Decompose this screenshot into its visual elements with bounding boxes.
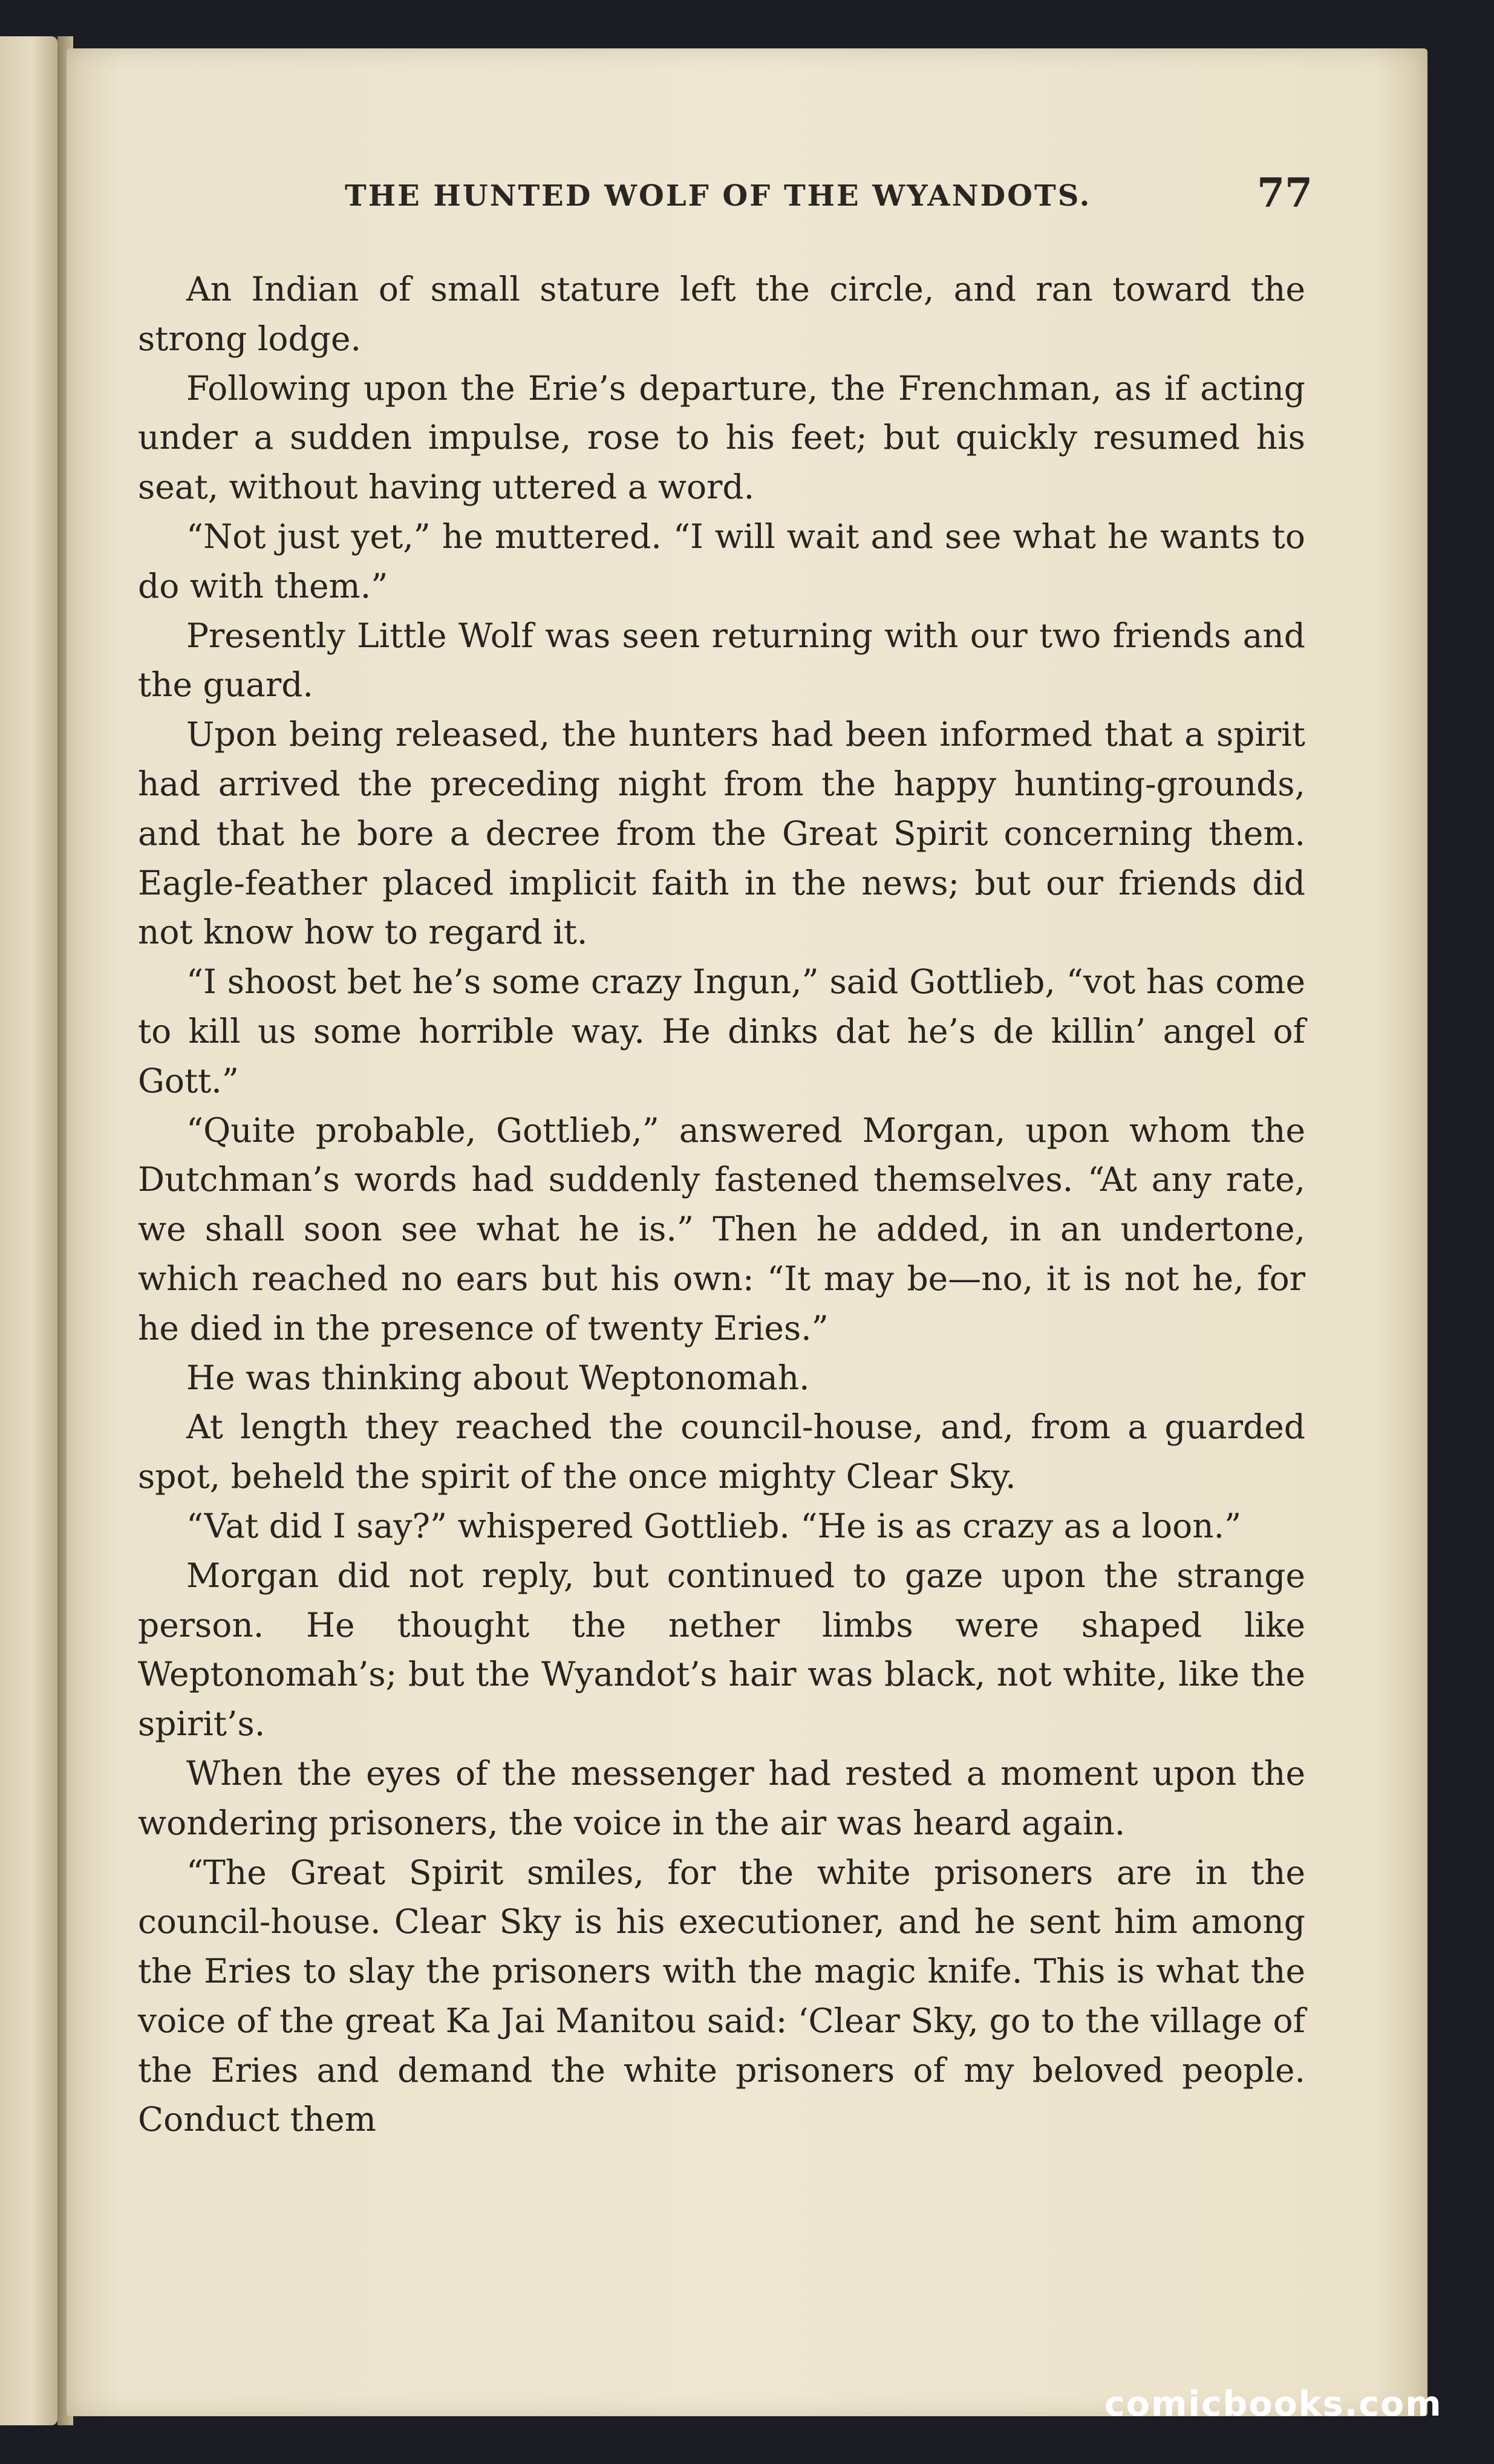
body-text (138, 265, 1305, 2145)
paragraph-9: At length they reached the council-house, and, from a guarded spot, beheld the spirit of the once mighty Clear Sky. (138, 1407, 1305, 1496)
page-number: 77 (1257, 169, 1313, 217)
paragraph-13: “The Great Spirit smiles, for the white prisoners are in the council-house. Clear Sky is his executioner, and he sent him among the Eries to slay the prisoners with the magic knife. This is what the voice of the great Ka Jai Manitou said: ‘Clear Sky, go to the village of the Eries and demand the white prisoners of my beloved people. Conduct them (138, 1853, 1305, 2139)
paragraph-3: “Not just yet,” he muttered. “I will wait and see what he wants to do with them.” (138, 517, 1305, 605)
paragraph-1: An Indian of small stature left the circle, and ran toward the strong lodge. (138, 270, 1305, 358)
paragraph-6: “I shoost bet he’s some crazy Ingun,” said Gottlieb, “vot has come to kill us some horrible way. He dinks dat he’s de killin’ angel of Gott.” (138, 962, 1305, 1100)
watermark-text: comicbooks.com (1104, 2384, 1443, 2424)
page-header (345, 169, 1313, 231)
paragraph-5: Upon being released, the hunters had been informed that a spirit had arrived the preceding night from the happy hunting-grounds, and that he bore a decree from the Great Spirit concerning them. Eagle-feather placed implicit faith in the news; but our friends did not know how to regard it. (138, 715, 1305, 952)
previous-page-edge (0, 36, 57, 2425)
paragraph-12: When the eyes of the messenger had rested a moment upon the wondering prisoners, the voice in the air was heard again. (138, 1753, 1305, 1842)
paragraph-7: “Quite probable, Gottlieb,” answered Morgan, upon whom the Dutchman’s words had suddenly fastened themselves. “At any rate, we shall soon see what he is.” Then he added, in an undertone, which reached no ears but his own: “It may be—no, it is not he, for he died in the presence of twenty Eries.” (138, 1110, 1305, 1348)
paragraph-8: He was thinking about Weptonomah. (186, 1358, 810, 1397)
paragraph-4: Presently Little Wolf was seen returning with our two friends and the guard. (138, 616, 1305, 705)
paragraph-11: Morgan did not reply, but continued to gaze upon the strange person. He thought the nether limbs were shaped like Weptonomah’s; but the Wyandot’s hair was black, not white, like the spirit’s. (138, 1556, 1305, 1744)
paragraph-10: “Vat did I say?” whispered Gottlieb. “He is as crazy as a loon.” (186, 1506, 1242, 1545)
running-head: THE HUNTED WOLF OF THE WYANDOTS. (345, 179, 1092, 213)
paragraph-2: Following upon the Erie’s departure, the Frenchman, as if acting under a sudden impulse, rose to his feet; but quickly resumed his seat, without having uttered a word. (138, 368, 1305, 507)
